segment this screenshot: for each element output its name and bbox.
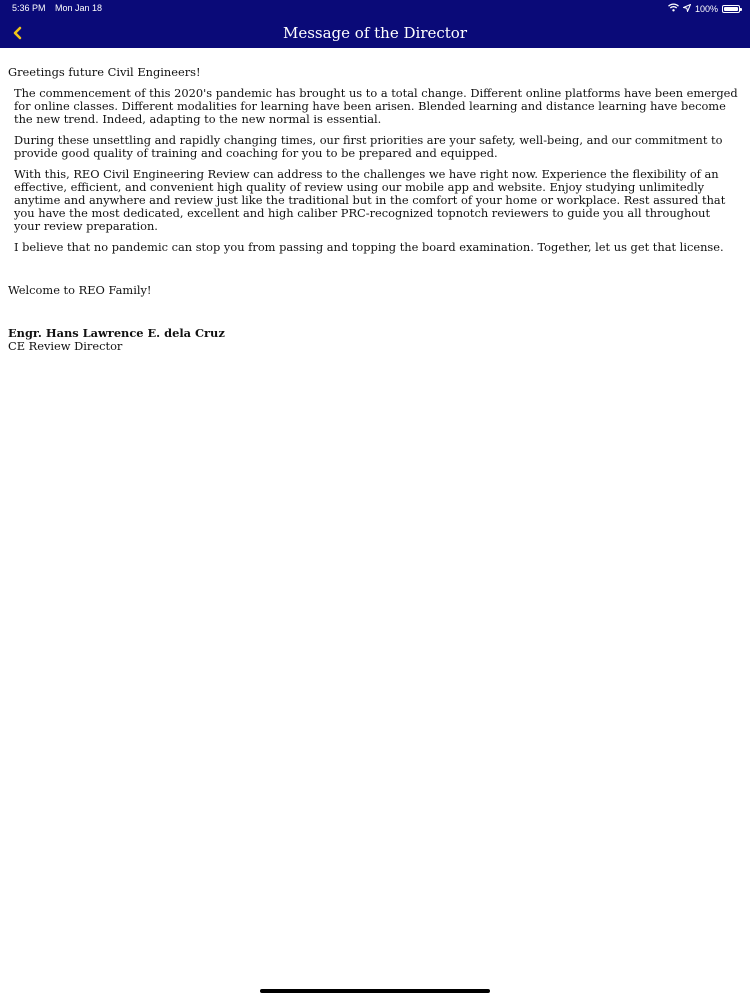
status-indicators	[668, 3, 740, 14]
location-icon	[683, 4, 691, 14]
battery-percent: 100%	[694, 3, 718, 14]
message-paragraph: With this, REO Civil Engineering Review can address to the challenges we have right now. Experience the flexibility of an effective, efficient, and convenient high quality of review using our mobile app and website. Enjoy studying unlimitedly anytime and anywhere and review just like the traditional but in the comfort of your home or workplace. Rest assured that you have the most dedicated, excellent and high caliber PRC-recognized topnotch reviewers to guide you all throughout your review preparation.	[14, 167, 726, 233]
battery-icon	[722, 5, 740, 13]
welcome-text: Welcome to REO Family!	[8, 283, 152, 297]
message-paragraph: I believe that no pandemic can stop you from passing and topping the board examination. Together, let us get that license.	[14, 240, 724, 254]
signature	[8, 327, 738, 353]
signature-name: Engr. Hans Lawrence E. dela Cruz	[8, 326, 225, 340]
wifi-icon	[668, 3, 679, 14]
page-title: Message of the Director	[282, 24, 467, 42]
navigation-bar	[0, 18, 750, 48]
battery-fill	[724, 7, 738, 11]
message-paragraph: During these unsettling and rapidly changing times, our first priorities are your safety, well-being, and our commitment to provide good quality of training and coaching for you to be prepared and equipped.	[14, 133, 723, 160]
status-bar	[0, 0, 750, 18]
status-date: Mon Jan 18	[55, 3, 103, 13]
message-content	[8, 66, 738, 353]
signature-title: CE Review Director	[8, 339, 123, 353]
message-paragraph: The commencement of this 2020's pandemic has brought us to a total change. Different online platforms have been emerged for online classes. Different modalities for learning have been arisen. Blended learning and distance learning have become the new trend. Indeed, adapting to the new normal is essential.	[14, 86, 738, 126]
status-time: 5:36 PM	[12, 3, 46, 13]
greeting-text: Greetings future Civil Engineers!	[8, 65, 201, 79]
home-indicator[interactable]	[260, 989, 490, 993]
